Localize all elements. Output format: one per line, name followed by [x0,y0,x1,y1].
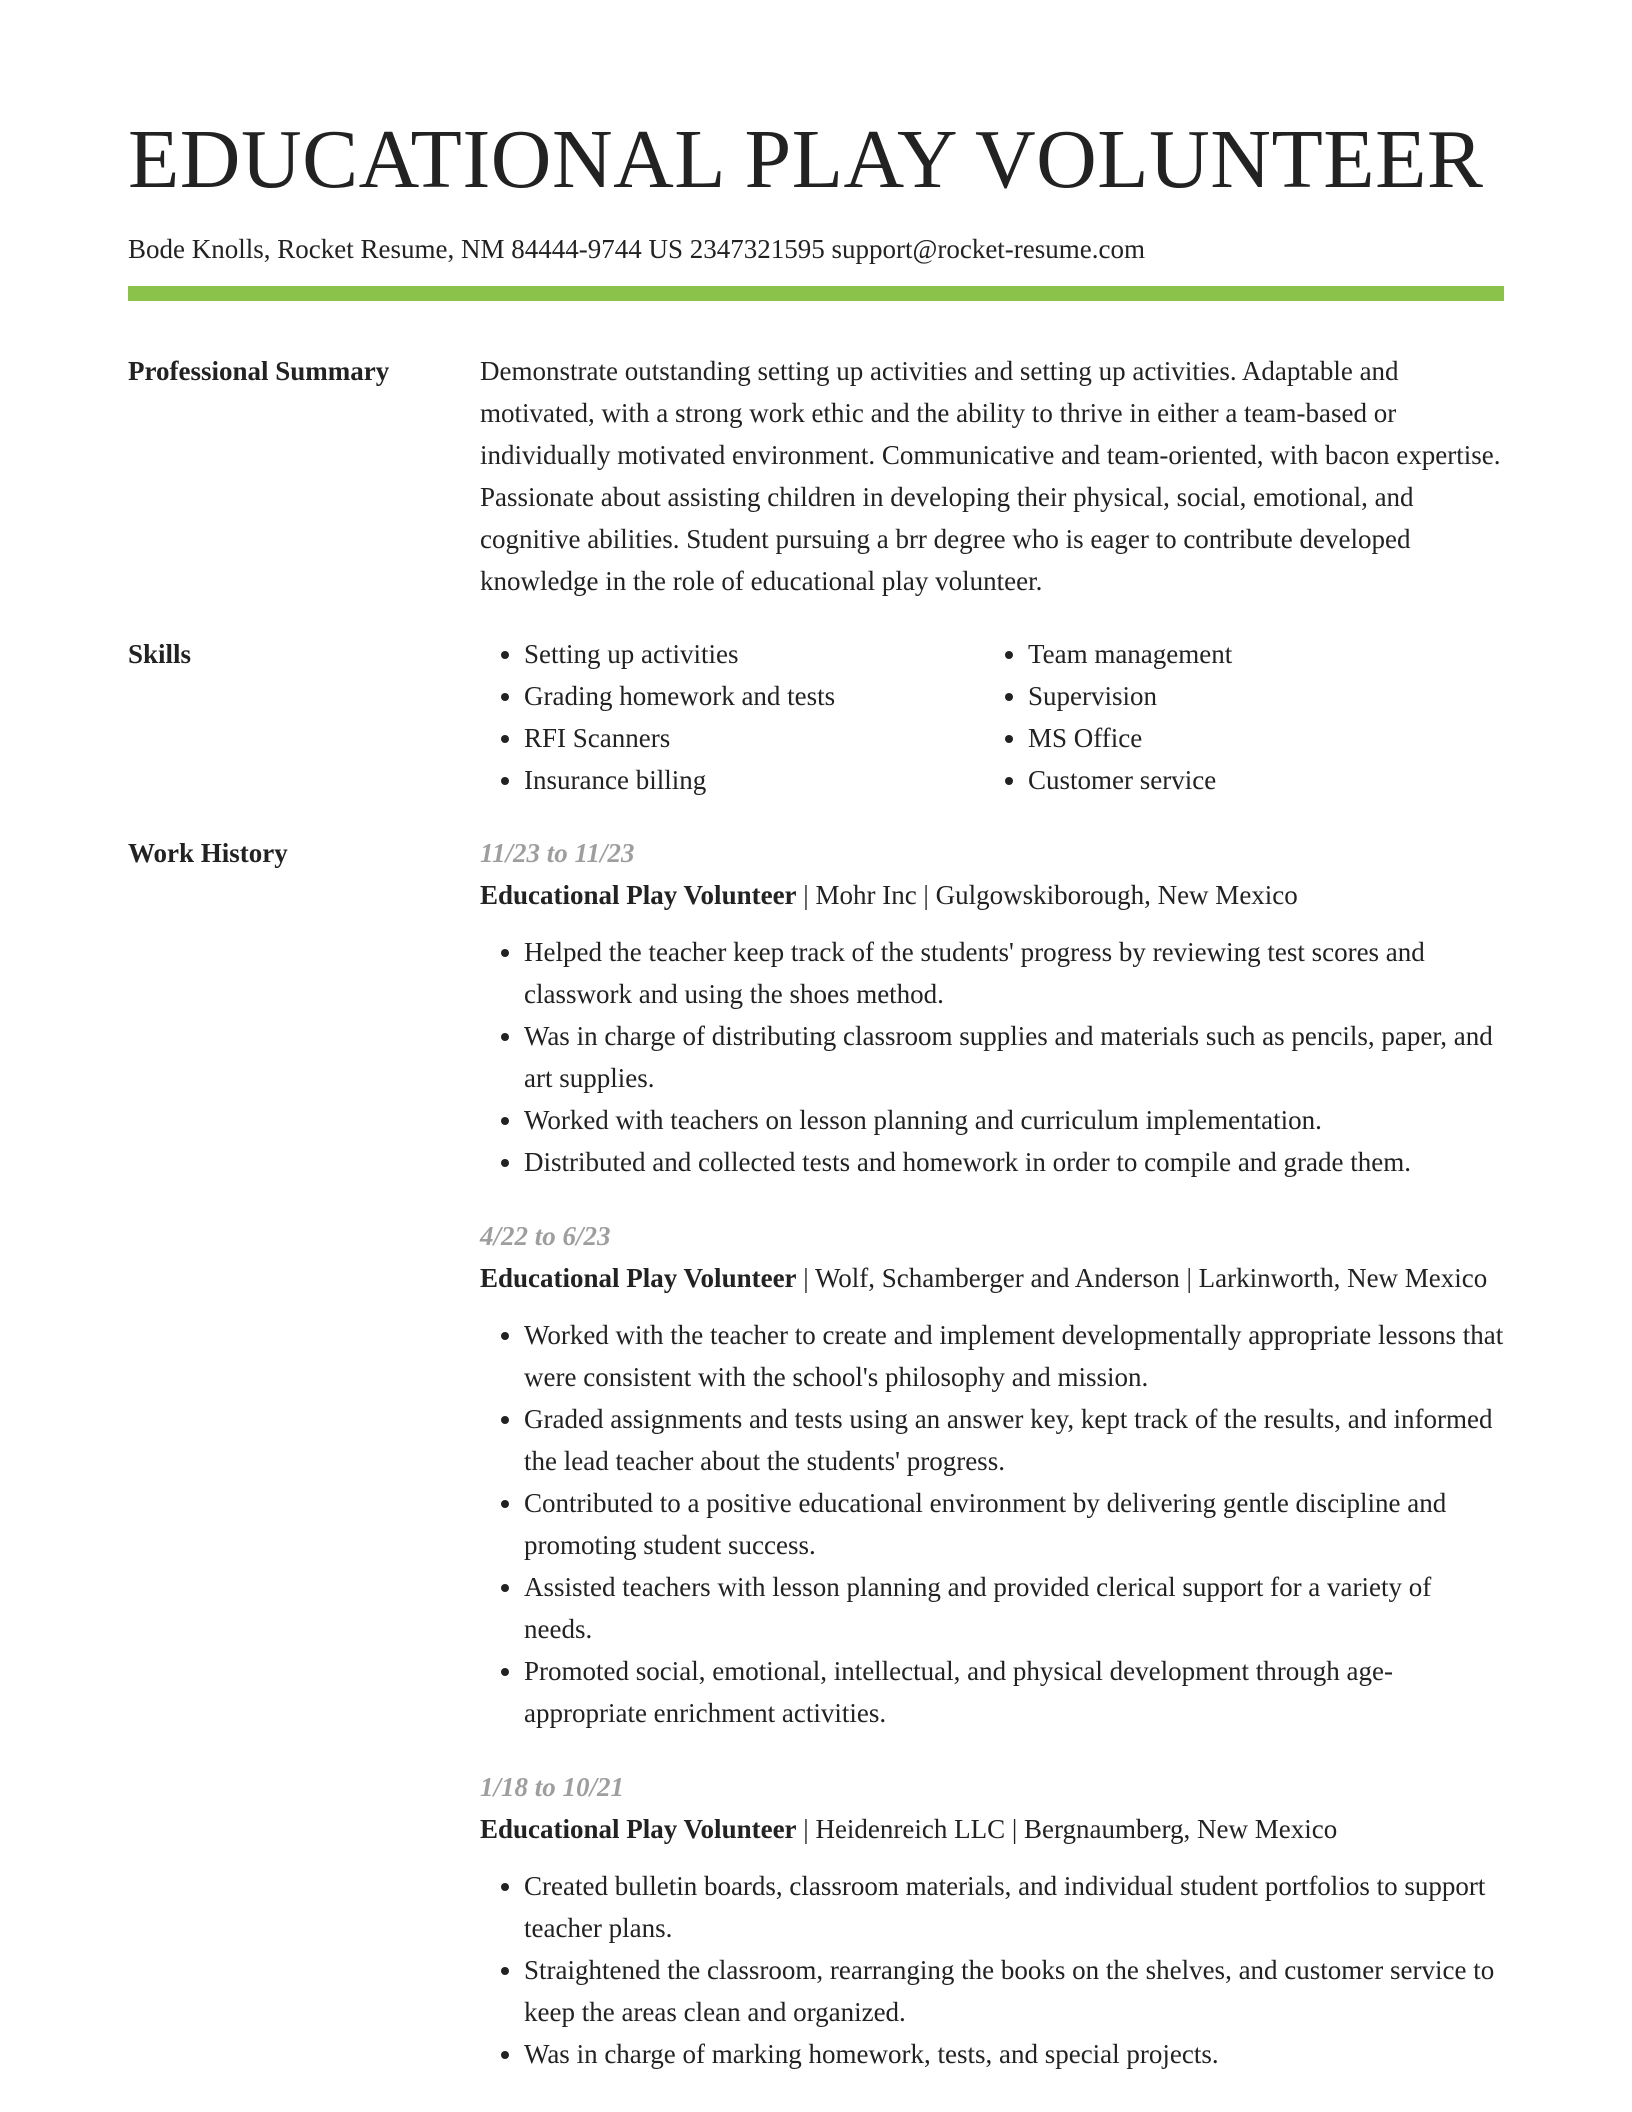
skills-section [128,633,1504,801]
summary-label: Professional Summary [128,356,390,386]
job-bullet: • Promoted social, emotional, intellectual, and physical development through age-appropriate enrichment activities. [524,1650,1504,1734]
job-dates: 1/18 to 10/21 [480,1772,625,1802]
job-bullet: • Graded assignments and tests using an answer key, kept track of the results, and informed the lead teacher about the students' progress. [524,1398,1504,1482]
skills-list-right [984,633,1488,801]
skill-item: • Customer service [1028,759,1488,801]
job-employer-location: | Heidenreich LLC | Bergnaumberg, New Mexico [796,1814,1338,1844]
job-title-line [480,874,1504,916]
job-entry [480,1766,1504,2075]
job-title-line [480,1257,1504,1299]
summary-text: Demonstrate outstanding setting up activities and setting up activities. Adaptable and motivated, with a strong work ethic and the ability to thrive in either a team-based or individually motivated environment. Communicative and team-oriented, with bacon expertise. Passionate about assisting children in developing their physical, social, emotional, and cognitive abilities. Student pursuing a brr degree who is eager to contribute developed knowledge in the role of educational play volunteer. [480,356,1501,596]
accent-divider [128,286,1504,301]
job-dates: 11/23 to 11/23 [480,838,635,868]
job-bullet: • Was in charge of distributing classroom supplies and materials such as pencils, paper, and art supplies. [524,1015,1504,1099]
job-entry [480,832,1504,1183]
job-bullet-list [480,1314,1504,1734]
work-history-section [128,832,1504,2075]
job-bullet: • Worked with teachers on lesson planning and curriculum implementation. [524,1099,1504,1141]
skill-item: • Insurance billing [524,759,984,801]
skill-item: • Team management [1028,633,1488,675]
job-bullet: • Worked with the teacher to create and implement developmentally appropriate lessons that were consistent with the school's philosophy and mission. [524,1314,1504,1398]
skills-body [480,633,1504,801]
job-bullet-list [480,1865,1504,2075]
summary-section [128,350,1504,602]
job-title: Educational Play Volunteer [480,880,797,910]
job-employer-location: | Mohr Inc | Gulgowskiborough, New Mexico [796,880,1298,910]
job-bullet: • Was in charge of marking homework, tests, and special projects. [524,2033,1504,2075]
contact-line: Bode Knolls, Rocket Resume, NM 84444-9744 US 2347321595 support@rocket-resume.com [128,234,1145,264]
job-title: Educational Play Volunteer [480,1263,797,1293]
job-dates: 4/22 to 6/23 [480,1221,611,1251]
skills-columns [480,633,1504,801]
skill-item: • Setting up activities [524,633,984,675]
job-bullet: • Helped the teacher keep track of the students' progress by reviewing test scores and classwork and using the shoes method. [524,931,1504,1015]
job-bullet: • Contributed to a positive educational environment by delivering gentle discipline and promoting student success. [524,1482,1504,1566]
job-bullet: • Straightened the classroom, rearranging the books on the shelves, and customer service to keep the areas clean and organized. [524,1949,1504,2033]
skill-item: • MS Office [1028,717,1488,759]
job-bullet: • Distributed and collected tests and homework in order to compile and grade them. [524,1141,1504,1183]
skill-item: • Grading homework and tests [524,675,984,717]
job-bullet-list [480,931,1504,1183]
skill-item: • RFI Scanners [524,717,984,759]
job-bullet: • Assisted teachers with lesson planning and provided clerical support for a variety of needs. [524,1566,1504,1650]
summary-body [480,350,1504,602]
work-history-label: Work History [128,838,288,868]
resume-sections [128,350,1504,2106]
job-bullet: • Created bulletin boards, classroom materials, and individual student portfolios to support teacher plans. [524,1865,1504,1949]
job-title: Educational Play Volunteer [480,1814,797,1844]
skills-label: Skills [128,639,192,669]
job-employer-location: | Wolf, Schamberger and Anderson | Larkinworth, New Mexico [796,1263,1488,1293]
job-entry [480,1215,1504,1734]
skill-item: • Supervision [1028,675,1488,717]
work-history-body [480,832,1504,2075]
resume-name-heading: EDUCATIONAL PLAY VOLUNTEER [128,113,1484,206]
skills-list-left [480,633,984,801]
job-title-line [480,1808,1504,1850]
